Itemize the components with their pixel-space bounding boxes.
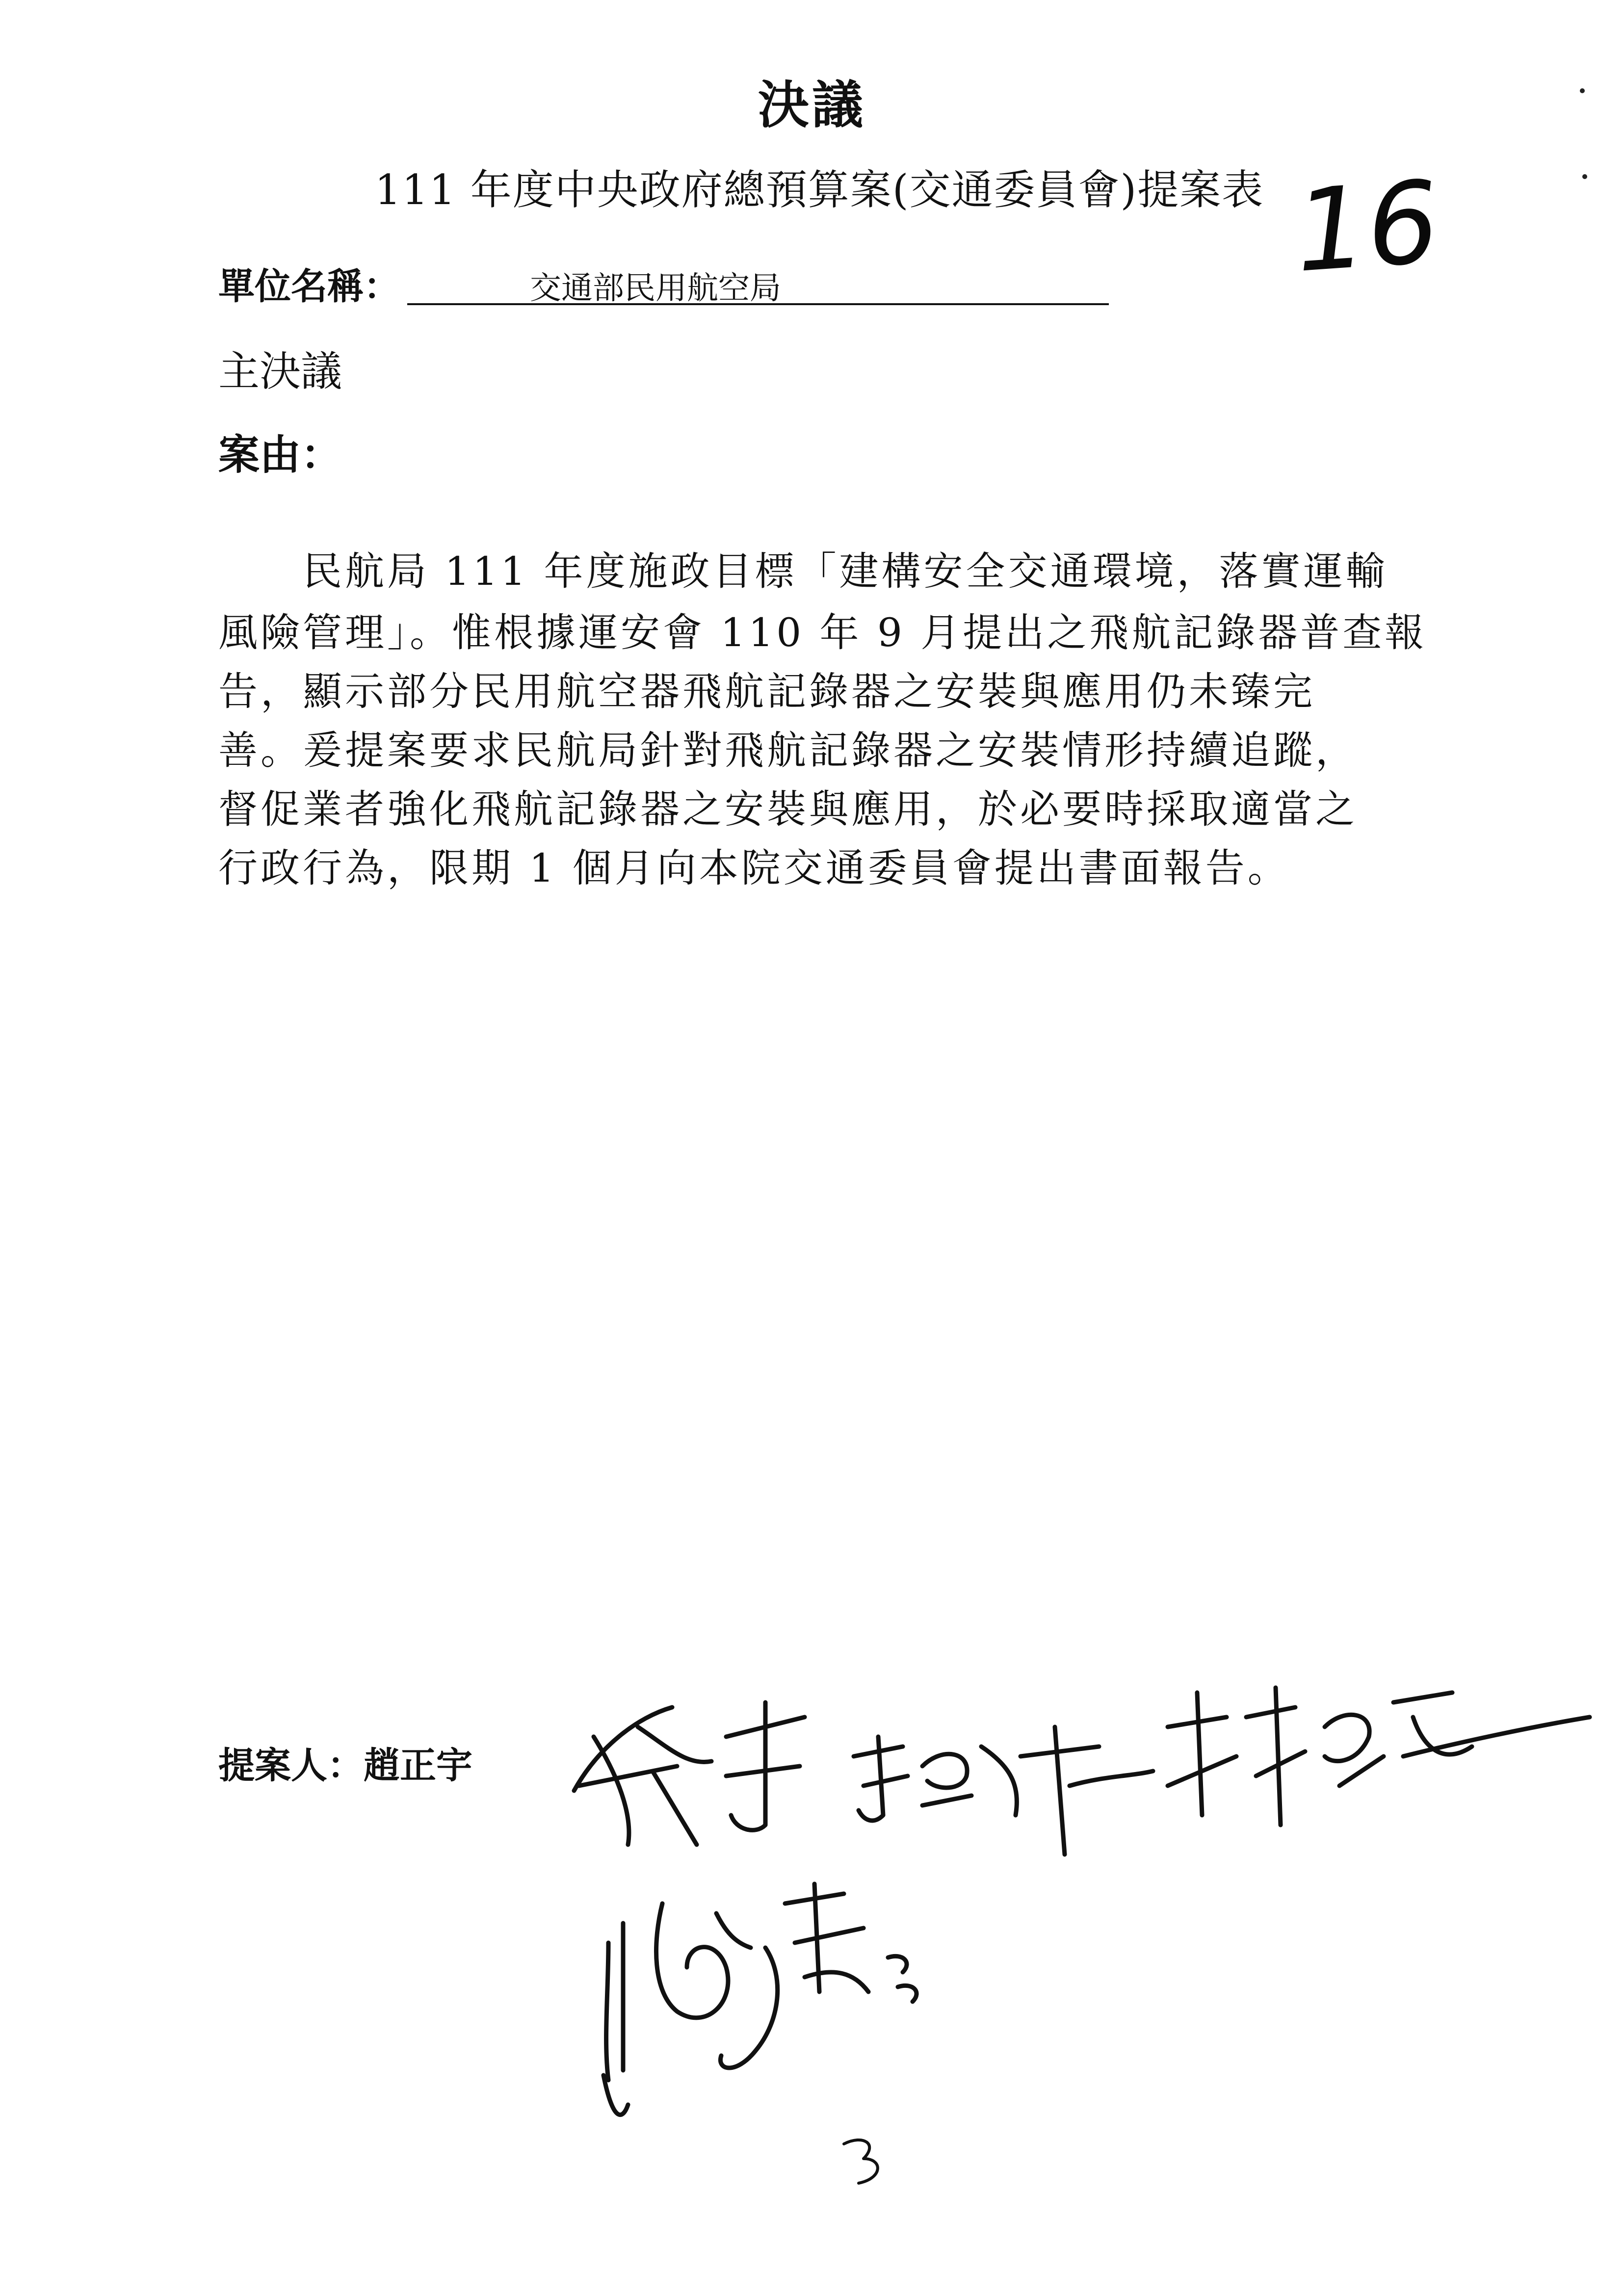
reason-line: 民航局 111 年度施政目標「建構安全交通環境，落實運輸 xyxy=(218,548,1388,594)
handwritten-mark xyxy=(844,2140,878,2183)
main-resolution-label: 主決議 xyxy=(218,347,342,395)
unit-name-label: 單位名稱： xyxy=(218,265,400,308)
document-subtitle: 111 年度中央政府總預算案(交通委員會)提案表 xyxy=(374,166,1264,214)
unit-name-field xyxy=(407,255,1109,305)
proposer-label: 提案人： xyxy=(218,1745,364,1787)
proposer xyxy=(218,1737,472,1789)
reason-line: 行政行為，限期 1 個月向本院交通委員會提出書面報告。 xyxy=(218,845,1290,891)
proposer-name: 趙正宇 xyxy=(364,1745,472,1787)
handwritten-page-number: 16 xyxy=(1291,157,1443,298)
reason-line: 督促業者強化飛航記錄器之安裝與應用，於必要時採取適當之 xyxy=(218,786,1358,832)
signature-4 xyxy=(603,1884,917,2115)
signature-2 xyxy=(854,1727,1153,1854)
reason-line: 善。爰提案要求民航局針對飛航記錄器之安裝情形持續追蹤， xyxy=(218,728,1358,773)
reason-label: 案由： xyxy=(218,431,342,479)
unit-name-value: 交通部民用航空局 xyxy=(530,270,781,307)
signature-3 xyxy=(1168,1688,1590,1825)
reason-line: 風險管理」。惟根據運安會 110 年 9 月提出之飛航記錄器普查報 xyxy=(218,610,1427,655)
signature-1 xyxy=(574,1702,805,1845)
reason-line: 告，顯示部分民用航空器飛航記錄器之安裝與應用仍未臻完 xyxy=(218,669,1315,714)
scan-speck xyxy=(1582,174,1587,179)
document-title: 決議 xyxy=(758,75,866,135)
